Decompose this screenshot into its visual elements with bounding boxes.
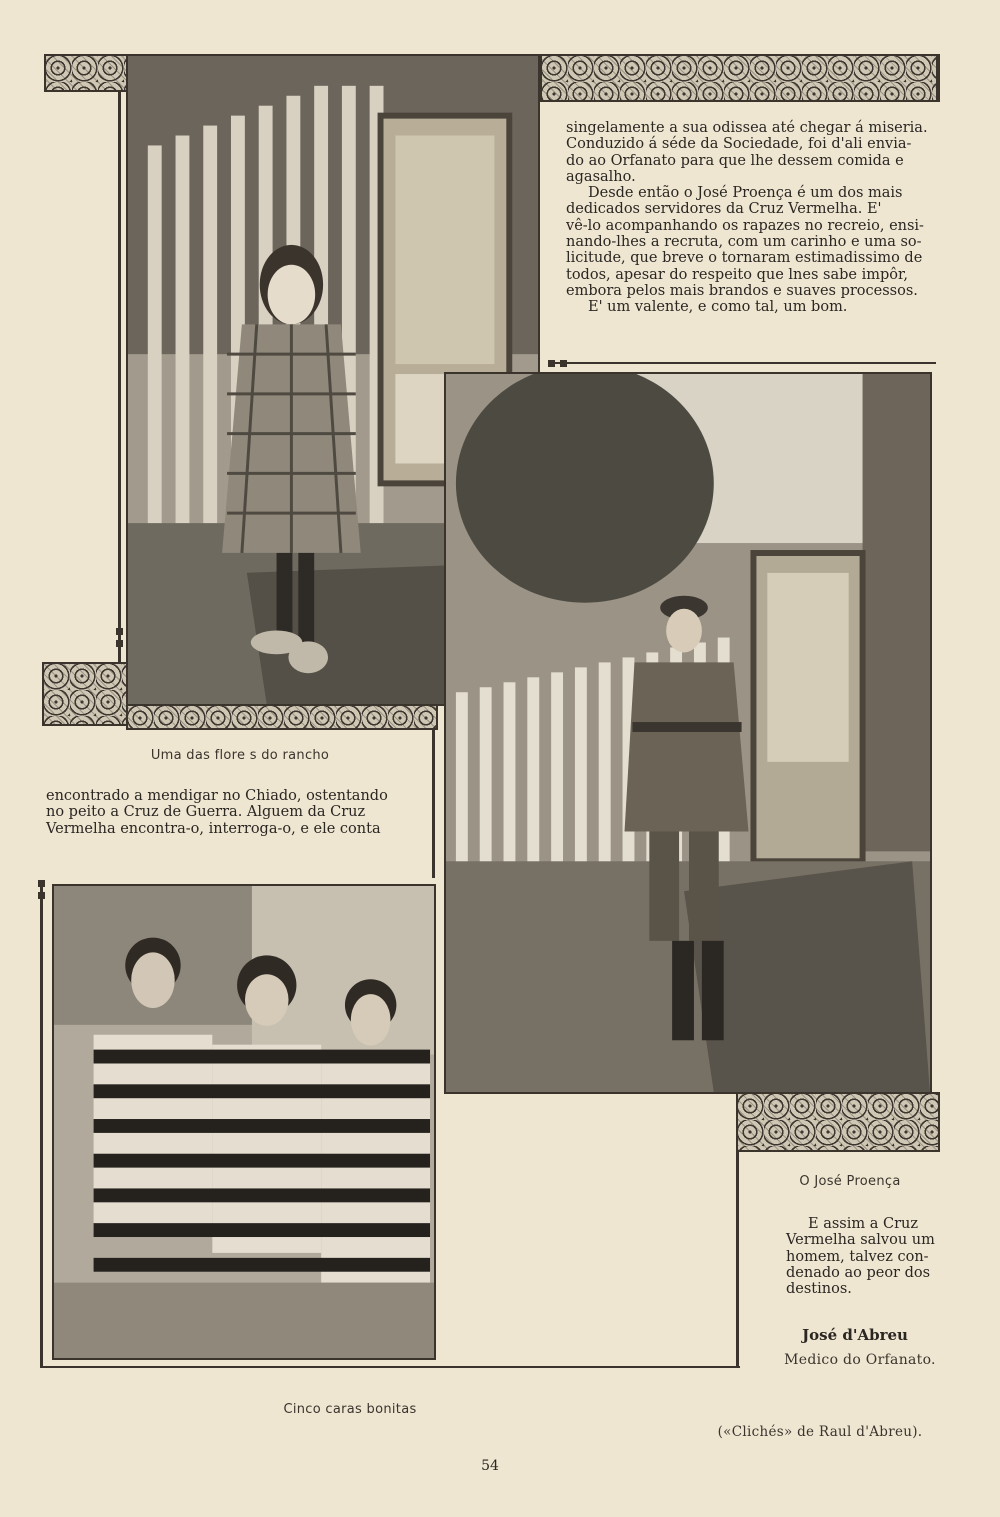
rule-bottom-photo3 xyxy=(40,1366,740,1368)
ornament-top-right xyxy=(540,54,940,102)
photo-credits: («Clichés» de Raul d'Abreu). xyxy=(717,1424,923,1440)
photo-soldier xyxy=(444,372,932,1094)
author-role: Medico do Orfanato. xyxy=(784,1352,936,1368)
text-line: Desde então o José Proença é um dos mais xyxy=(588,185,903,202)
text-line: no peito a Cruz de Guerra. Alguem da Cruz xyxy=(46,804,366,821)
rule-right-mid xyxy=(432,730,435,878)
text-line: destinos. xyxy=(786,1281,852,1298)
page-number: 54 xyxy=(481,1458,499,1474)
author-name: José d'Abreu xyxy=(802,1326,908,1344)
ornament-under-photo1 xyxy=(126,704,438,730)
text-line: Conduzido á séde da Sociedade, foi d'ali envia- xyxy=(566,136,912,153)
text-line: denado ao peor dos xyxy=(786,1264,931,1281)
text-line: encontrado a mendigar no Chiado, ostentando xyxy=(46,788,388,804)
text-line: licitude, que breve o tornaram estimadissimo de xyxy=(566,250,923,267)
text-line: E assim a Cruz xyxy=(808,1216,918,1232)
caption-five-girls: Cinco caras bonitas xyxy=(283,1402,417,1417)
text-line: dedicados servidores da Cruz Vermelha. E' xyxy=(566,201,882,218)
photo-five-girls xyxy=(52,884,436,1360)
text-line: do ao Orfanato para que lhe dessem comida e xyxy=(566,152,904,169)
text-column-top-right xyxy=(566,120,948,316)
caption-girl: Uma das flore s do rancho xyxy=(150,748,330,763)
rule-left-photo3 xyxy=(40,880,43,1366)
text-line: Vermelha encontra-o, interroga-o, e ele conta xyxy=(46,820,381,837)
photo-five-girls-image xyxy=(54,886,434,1358)
text-column-mid-left xyxy=(46,788,420,837)
text-line: todos, apesar do respeito que lnes sabe impôr, xyxy=(566,266,908,283)
square-mark-1 xyxy=(116,628,123,635)
rule-left-photo1 xyxy=(118,92,121,662)
text-line: vê-lo acompanhando os rapazes no recreio, ensi- xyxy=(566,217,924,234)
text-column-bottom-right xyxy=(786,1216,948,1297)
text-line: homem, talvez con- xyxy=(786,1248,929,1265)
text-line: Vermelha salvou um xyxy=(786,1232,935,1249)
text-line: E' um valente, e como tal, um bom. xyxy=(588,299,848,316)
text-line: nando-lhes a recruta, com um carinho e uma so- xyxy=(566,234,922,251)
caption-soldier: O José Proença xyxy=(799,1174,901,1189)
text-line: singelamente a sua odissea até chegar á miseria. xyxy=(566,120,928,136)
ornament-right-lower xyxy=(736,1092,940,1152)
ornament-top-left xyxy=(44,54,128,92)
rule-left-bottom-right xyxy=(736,1150,739,1366)
rule-right-top xyxy=(936,54,939,102)
square-mark-2 xyxy=(116,640,123,647)
ornament-left-bottom xyxy=(42,662,128,726)
rule-top-photo2 xyxy=(548,362,936,364)
photo-soldier-image xyxy=(446,374,930,1092)
text-line: agasalho. xyxy=(566,168,636,185)
text-line: embora pelos mais brandos e suaves processos. xyxy=(566,282,918,299)
